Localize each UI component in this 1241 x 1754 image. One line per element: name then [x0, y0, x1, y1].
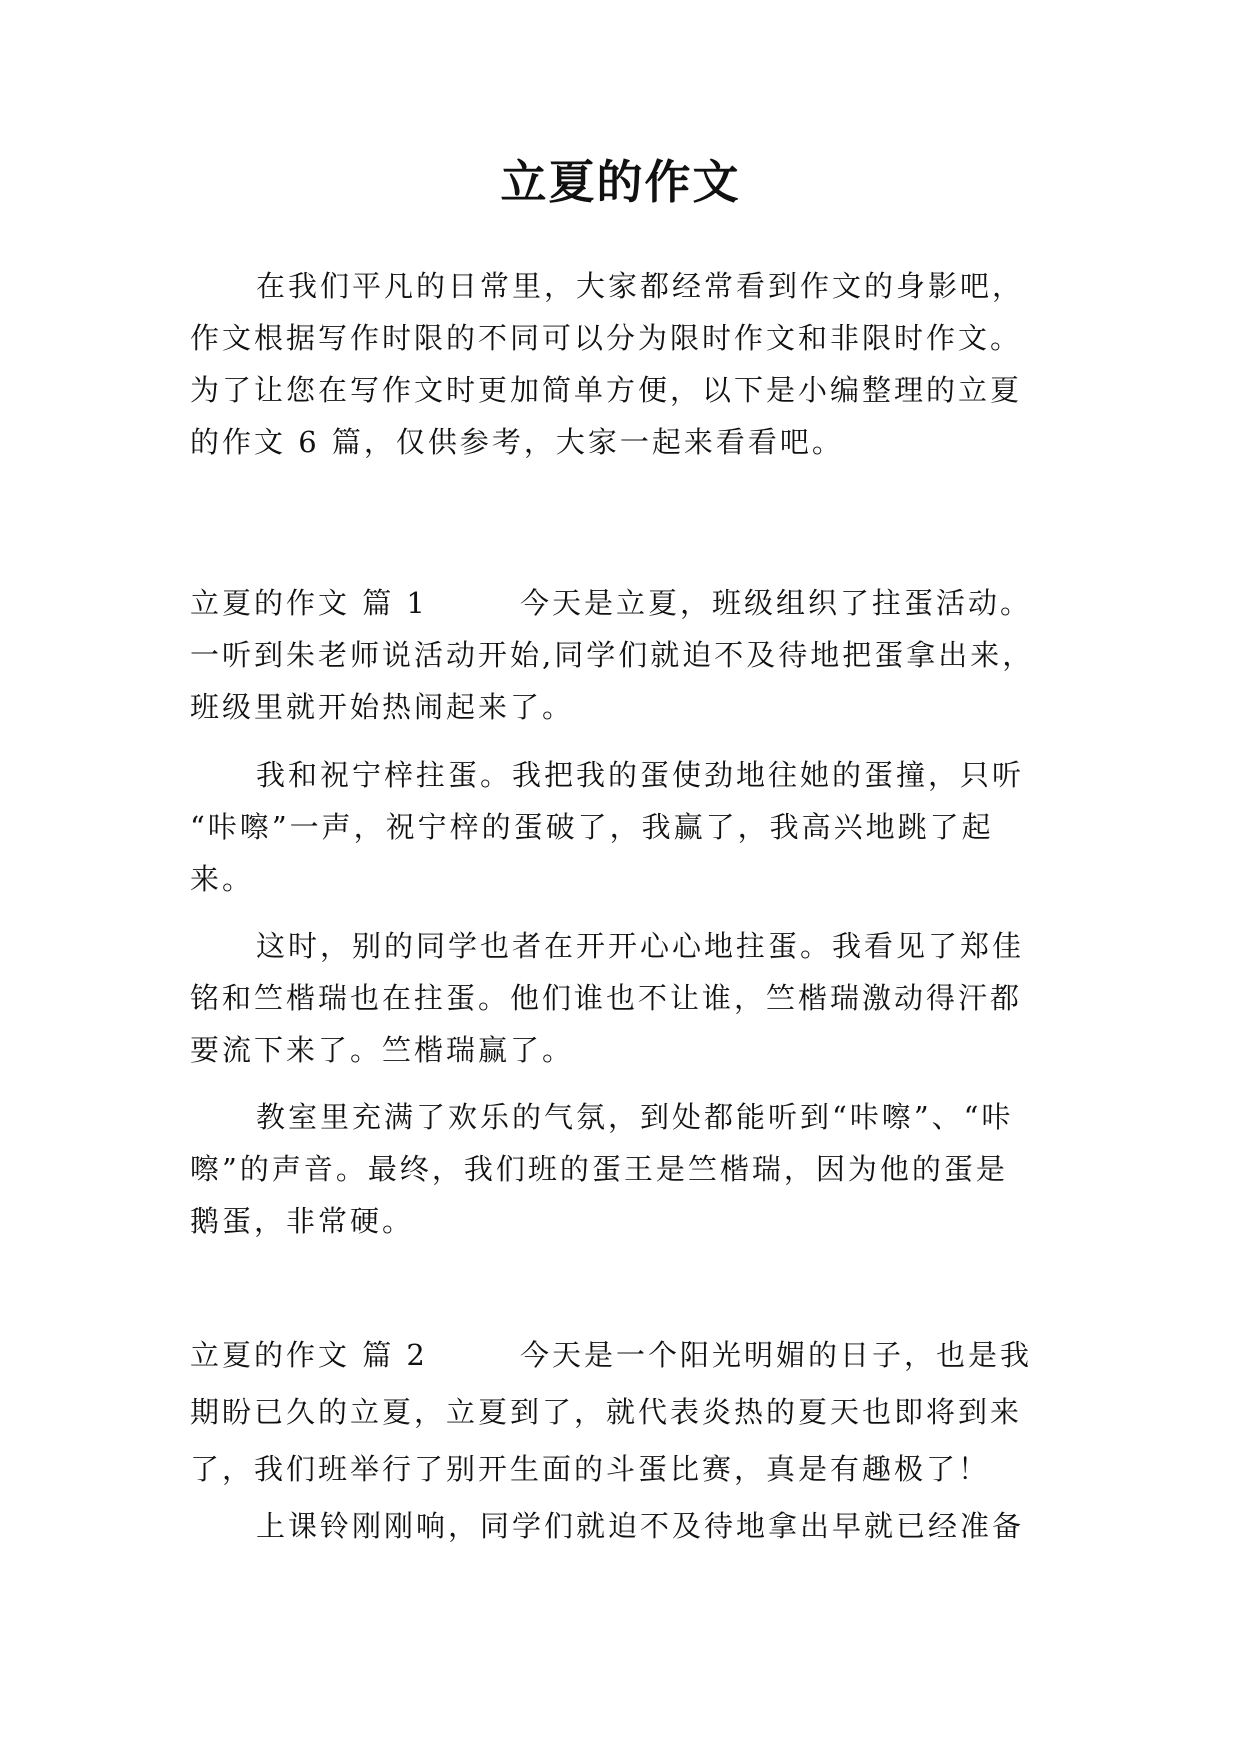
- intro-line: 在我们平凡的日常里，大家都经常看到作文的身影吧，: [256, 269, 1025, 303]
- essay1-line: 班级里就开始热闹起来了。: [190, 690, 575, 724]
- essay1-line: “咔嚓”一声，祝宁梓的蛋破了，我赢了，我高兴地跳了起: [190, 810, 994, 844]
- essay2-heading: 立夏的作文 篇 2: [190, 1338, 428, 1372]
- essay2-first-line: [190, 1335, 1060, 1375]
- essay1-line: 这时，别的同学也者在开开心心地拄蛋。我看见了郑佳: [256, 929, 1025, 963]
- intro-line: 作文根据写作时限的不同可以分为限时作文和非限时作文。: [190, 321, 1023, 355]
- essay1-line: 铭和竺楷瑞也在拄蛋。他们谁也不让谁，竺楷瑞激动得汗都: [190, 981, 1023, 1015]
- essay1-line: 鹅蛋，非常硬。: [190, 1204, 415, 1238]
- essay1-line: 一听到朱老师说活动开始,同学们就迫不及待地把蛋拿出来，: [190, 638, 1035, 672]
- essay1-line: 教室里充满了欢乐的气氛，到处都能听到“咔嚓”、“咔: [256, 1100, 1014, 1134]
- essay1-heading: 立夏的作文 篇 1: [190, 586, 428, 620]
- essay1-line: 来。: [190, 862, 255, 896]
- essay2-line: 上课铃刚刚响，同学们就迫不及待地拿出早就已经准备: [256, 1509, 1025, 1543]
- essay1-first-line: [190, 583, 1060, 623]
- essay1-line: 今天是立夏，班级组织了拄蛋活动。: [520, 586, 1033, 620]
- essay2-line: 期盼已久的立夏，立夏到了，就代表炎热的夏天也即将到来: [190, 1395, 1023, 1429]
- essay2-line: 今天是一个阳光明媚的日子，也是我: [520, 1338, 1033, 1372]
- document-title: 立夏的作文: [500, 155, 741, 209]
- essay1-line: 要流下来了。竺楷瑞赢了。: [190, 1033, 575, 1067]
- essay1-line: 嚓”的声音。最终，我们班的蛋王是竺楷瑞，因为他的蛋是: [190, 1152, 1008, 1186]
- intro-line: 为了让您在写作文时更加简单方便，以下是小编整理的立夏: [190, 373, 1023, 407]
- essay2-line: 了，我们班举行了别开生面的斗蛋比赛，真是有趣极了！: [190, 1452, 991, 1486]
- intro-line: 的作文 6 篇，仅供参考，大家一起来看看吧。: [190, 425, 844, 459]
- essay1-line: 我和祝宁梓拄蛋。我把我的蛋使劲地往她的蛋撞，只听: [256, 758, 1025, 792]
